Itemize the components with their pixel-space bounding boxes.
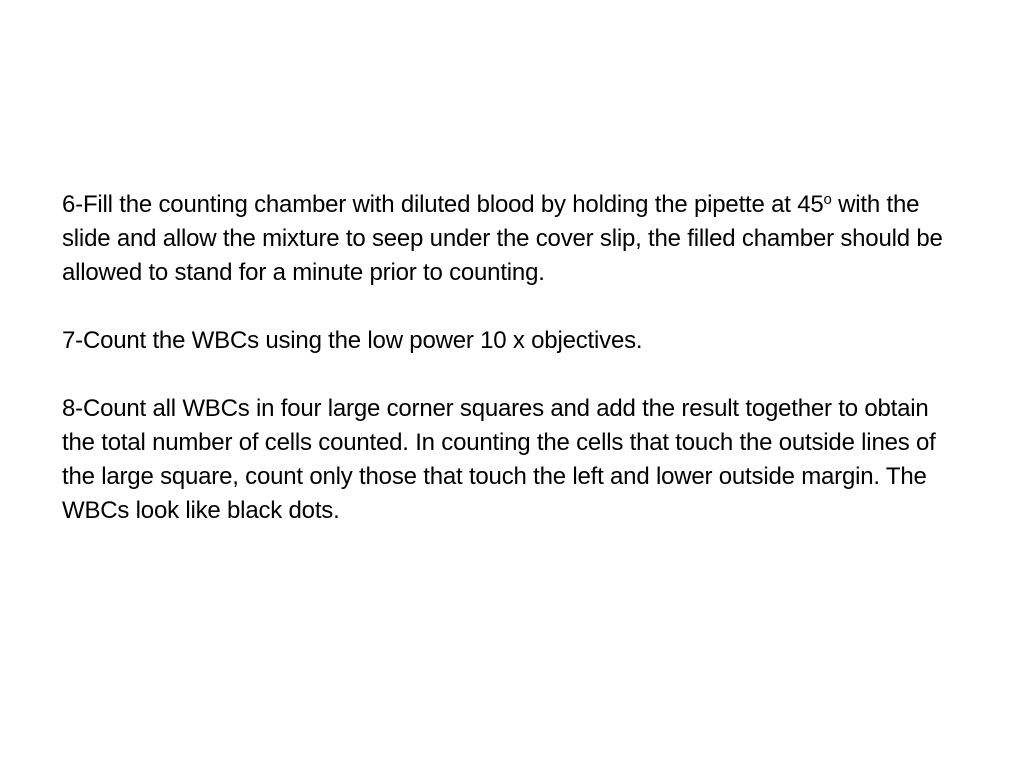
body-text xyxy=(62,188,962,528)
step-8-paragraph: 8-Count all WBCs in four large corner squares and add the result together to obtain the total number of cells counted. In counting the cells that touch the outside lines of the large square, count only those that touch the left and lower outside margin. The WBCs look like black dots. xyxy=(62,395,936,524)
step-6-text: 6-Fill the counting chamber with diluted blood by holding the pipette at 45 xyxy=(62,191,824,218)
degree-superscript: o xyxy=(823,191,832,208)
step-6-text-continued: with the slide and allow the mixture to seep under the cover slip, the filled chamber should be allowed to stand for a minute prior to counting. xyxy=(62,191,943,286)
step-7-paragraph: 7-Count the WBCs using the low power 10 x objectives. xyxy=(62,327,643,354)
step-6-paragraph xyxy=(62,188,962,290)
